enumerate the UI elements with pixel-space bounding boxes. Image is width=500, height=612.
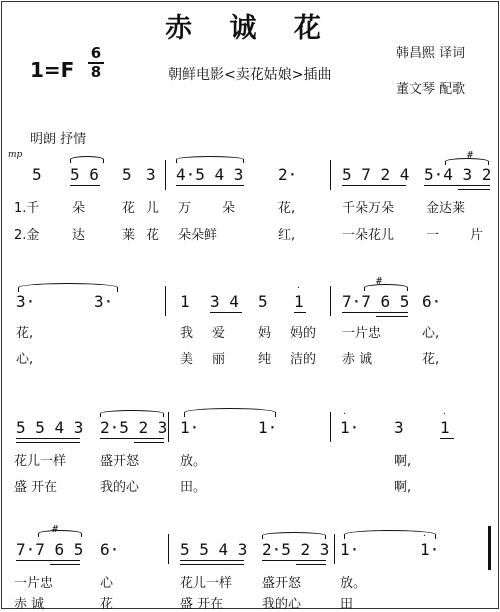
lyric: 千朵万朵	[342, 201, 395, 216]
slur	[445, 158, 489, 165]
lyric: 一片忠	[14, 576, 54, 591]
lyric: 儿	[146, 201, 160, 216]
lyric: 放。	[180, 454, 207, 469]
lyric: 朵朵鲜	[178, 228, 218, 243]
beam	[376, 316, 408, 317]
final-bar-line	[488, 526, 491, 570]
note-group: 5 5 4 3	[16, 418, 84, 437]
beam	[296, 564, 326, 565]
beam	[16, 442, 80, 443]
beam	[294, 312, 306, 313]
lyric: 啊,	[394, 454, 412, 469]
lyric: 心,	[422, 326, 440, 341]
meter-top: 6	[90, 44, 102, 62]
note-group: 2·	[278, 165, 298, 184]
lyric: 片	[470, 228, 484, 243]
bar-line	[334, 534, 335, 564]
lyric: 放。	[340, 576, 367, 591]
beam	[440, 438, 454, 439]
sharp-sign: #	[376, 276, 383, 287]
slur	[262, 532, 326, 539]
lyric: 心,	[16, 352, 34, 367]
note-group: 3·	[94, 292, 114, 311]
beam	[134, 442, 164, 443]
beam	[424, 185, 490, 186]
lyric: 1.千	[14, 201, 40, 216]
lyric: 盛开怒	[262, 576, 302, 591]
lyric: 洁的	[290, 352, 317, 367]
note-group: 7·7 6 5	[16, 540, 84, 559]
note-group: 4·5 4 3	[176, 165, 244, 184]
lyric: 妈	[258, 326, 272, 341]
bar-line	[165, 286, 166, 316]
lyric: 丽	[212, 352, 226, 367]
lyric: 纯	[258, 352, 272, 367]
bar-line	[330, 286, 331, 316]
lyric: 2.金	[14, 228, 40, 243]
lyric: 妈的	[290, 326, 317, 341]
lyric: 赤 诚	[14, 597, 45, 612]
dynamic-marking: mp	[8, 150, 23, 160]
song-subtitle: 朝鲜电影<卖花姑娘>插曲	[168, 67, 332, 83]
beam	[458, 189, 490, 190]
bar-line	[330, 412, 331, 442]
note-group: 3	[146, 165, 156, 184]
note-group: 6·	[422, 292, 442, 311]
beam	[180, 560, 244, 561]
expression-marking: 明朗 抒情	[30, 132, 87, 147]
slur	[70, 156, 104, 163]
note-group: 7·7 6 5	[342, 292, 410, 311]
lyric: 心	[100, 576, 114, 591]
note-group: 5 5 4 3	[180, 540, 248, 559]
lyric: 赤 诚	[342, 352, 373, 367]
note-group: 5	[258, 292, 268, 311]
lyric: 花儿一样	[180, 576, 233, 591]
sharp-sign: #	[52, 524, 59, 535]
lyric: 爱	[212, 326, 226, 341]
note-group: 5	[32, 165, 42, 184]
beam	[180, 564, 244, 565]
lyric: 一	[426, 228, 440, 243]
note-group: 1·	[420, 540, 440, 559]
beam	[16, 438, 80, 439]
note-group: 1·	[340, 418, 360, 437]
note-group: 2·5 2 3	[262, 540, 330, 559]
lyric: 田	[340, 597, 354, 612]
note-group: 1·	[340, 540, 360, 559]
high-dot: ·	[422, 531, 427, 540]
beam	[16, 560, 80, 561]
note-group: 1	[440, 418, 450, 437]
song-title: 赤 诚 花	[165, 13, 335, 44]
lyric: 花,	[278, 201, 296, 216]
arranger-credit: 董文琴 配歌	[396, 82, 466, 97]
lyric: 盛开怒	[100, 454, 140, 469]
beam	[70, 185, 100, 186]
tie	[184, 408, 276, 417]
lyric: 金达莱	[426, 201, 466, 216]
key-signature: 1=F	[30, 58, 75, 82]
beam	[210, 312, 242, 313]
note-group: 1	[180, 292, 190, 311]
lyric: 一片忠	[342, 326, 382, 341]
slur	[100, 410, 164, 417]
bar-line	[168, 412, 169, 442]
lyric: 花	[146, 228, 160, 243]
note-group: 5 6	[70, 165, 99, 184]
note-group: 5 7 2 4	[342, 165, 410, 184]
note-group: 1·	[258, 418, 278, 437]
high-dot: ·	[342, 409, 347, 418]
high-dot: ·	[342, 531, 347, 540]
bar-line	[165, 160, 166, 190]
lyric: 盛 开在	[180, 597, 224, 612]
lyric: 花	[100, 597, 114, 612]
note-group: 3 4	[210, 292, 239, 311]
high-dot: ·	[442, 409, 447, 418]
meter-bottom: 8	[90, 63, 102, 81]
lyric: 我的心	[262, 597, 302, 612]
beam	[100, 438, 164, 439]
lyric: 花	[122, 201, 136, 216]
lyric: 万	[178, 201, 192, 216]
lyric: 花,	[16, 326, 34, 341]
lyric: 我	[180, 326, 194, 341]
bar-line	[330, 160, 331, 190]
lyric: 田。	[180, 480, 207, 495]
lyric: 一朵花儿	[342, 228, 395, 243]
lyric: 朵	[222, 201, 236, 216]
note-group: 1·	[180, 418, 200, 437]
lyric: 我的心	[100, 480, 140, 495]
lyric: 莱	[122, 228, 136, 243]
lyric: 达	[72, 228, 86, 243]
note-group: 2·5 2 3	[100, 418, 168, 437]
bar-line	[168, 534, 169, 564]
lyric: 盛 开在	[14, 480, 58, 495]
lyric: 红,	[278, 228, 296, 243]
sharp-sign: #	[467, 150, 474, 161]
tie	[344, 530, 436, 539]
beam	[262, 560, 326, 561]
note-group: 6·	[100, 540, 120, 559]
note-group: 3	[394, 418, 404, 437]
lyricist-credit: 韩昌熙 译词	[396, 46, 466, 61]
note-group: 3·	[16, 292, 36, 311]
note-group: 5	[122, 165, 132, 184]
tie	[18, 283, 118, 292]
beam	[342, 185, 406, 186]
beam	[50, 564, 80, 565]
lyric: 花,	[422, 352, 440, 367]
note-group: 1	[294, 292, 304, 311]
lyric: 啊,	[394, 480, 412, 495]
lyric: 朵	[72, 201, 86, 216]
slur	[38, 530, 82, 537]
high-dot: ·	[296, 283, 301, 292]
beam	[176, 185, 244, 186]
lyric: 美	[180, 352, 194, 367]
slur	[176, 156, 244, 163]
lyric: 花儿一样	[14, 454, 67, 469]
beam	[342, 312, 408, 313]
note-group: 5·4 3 2	[424, 165, 492, 184]
slur	[364, 284, 408, 291]
time-signature	[88, 46, 104, 80]
